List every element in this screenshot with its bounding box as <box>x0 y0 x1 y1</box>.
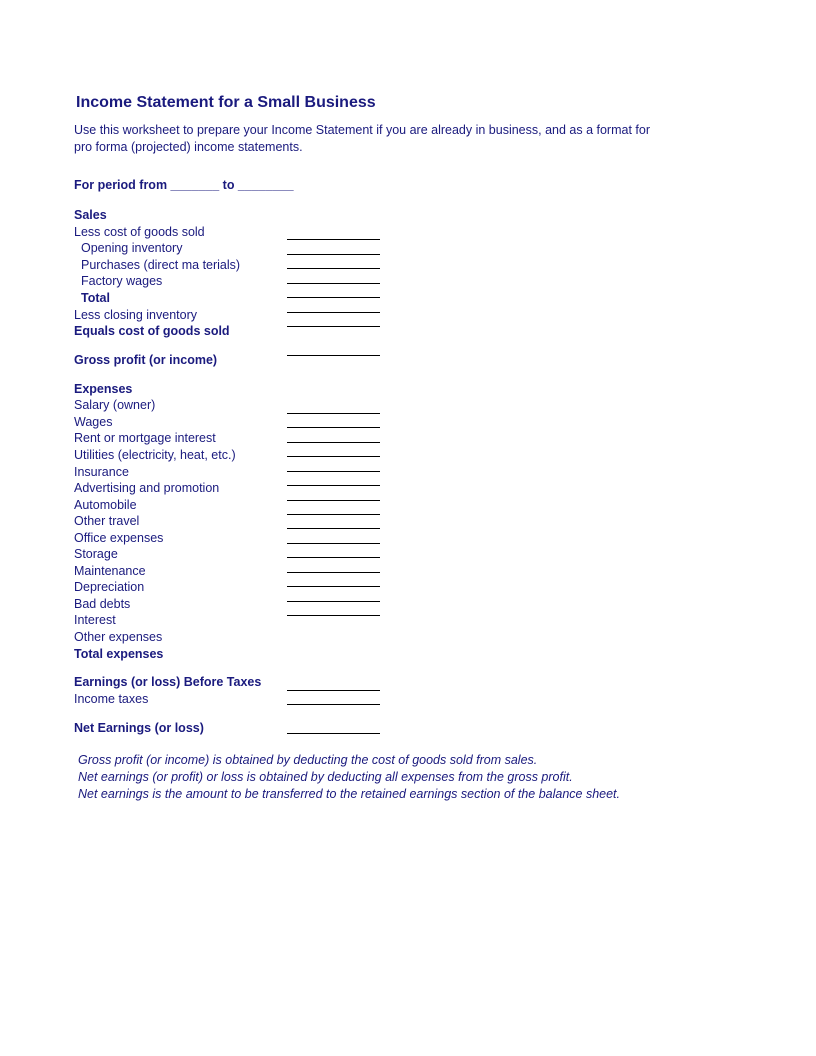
row-total: Total <box>81 291 110 305</box>
row-bad-debts: Bad debts <box>74 597 131 611</box>
row-earnings-before-taxes: Earnings (or loss) Before Taxes <box>74 675 262 689</box>
entry-line-interest <box>287 601 380 602</box>
note-gross-profit: Gross profit (or income) is obtained by deducting the cost of goods sold from sales. <box>78 753 538 767</box>
entry-line-total <box>287 297 380 298</box>
entry-line-storage <box>287 543 380 544</box>
document-title: Income Statement for a Small Business <box>76 94 376 111</box>
entry-line-salary-owner <box>287 413 380 414</box>
row-advertising: Advertising and promotion <box>74 481 220 495</box>
row-insurance: Insurance <box>74 465 129 479</box>
entry-line-rent <box>287 442 380 443</box>
row-less-cogs: Less cost of goods sold <box>74 225 205 239</box>
entry-line-gross-profit <box>287 355 380 356</box>
row-storage: Storage <box>74 547 118 561</box>
entry-line-maintenance <box>287 557 380 558</box>
entry-line-depreciation <box>287 572 380 573</box>
intro-text: Use this worksheet to prepare your Income Statement if you are already in business, and as a format for pro forma (projected) income statements. <box>74 123 650 154</box>
row-total-expenses: Total expenses <box>74 647 164 661</box>
row-expenses-heading: Expenses <box>74 382 133 396</box>
row-interest: Interest <box>74 613 116 627</box>
entry-line-factory-wages <box>287 283 380 284</box>
entry-line-income-taxes <box>287 704 380 705</box>
entry-line-advertising <box>287 485 380 486</box>
entry-line-office-expenses <box>287 528 380 529</box>
entry-line-less-cogs <box>287 239 380 240</box>
note-net-earnings: Net earnings (or profit) or loss is obtained by deducting all expenses from the gross profit. <box>78 770 573 784</box>
row-other-expenses: Other expenses <box>74 630 163 644</box>
entry-line-opening-inventory <box>287 254 380 255</box>
row-other-travel: Other travel <box>74 514 140 528</box>
period-label: For period from _______ to ________ <box>74 178 294 192</box>
entry-line-bad-debts <box>287 586 380 587</box>
entry-line-less-closing-inventory <box>287 312 380 313</box>
row-sales: Sales <box>74 208 107 222</box>
entry-line-insurance <box>287 471 380 472</box>
row-maintenance: Maintenance <box>74 564 146 578</box>
row-utilities: Utilities (electricity, heat, etc.) <box>74 448 236 462</box>
row-depreciation: Depreciation <box>74 580 145 594</box>
row-income-taxes: Income taxes <box>74 692 149 706</box>
entry-line-wages <box>287 427 380 428</box>
row-net-earnings: Net Earnings (or loss) <box>74 721 204 735</box>
entry-line-utilities <box>287 456 380 457</box>
entry-line-earnings-before-taxes <box>287 690 380 691</box>
row-office-expenses: Office expenses <box>74 531 164 545</box>
entry-line-other-expenses <box>287 615 380 616</box>
entry-line-equals-cogs <box>287 326 380 327</box>
row-wages: Wages <box>74 415 113 429</box>
entry-line-other-travel <box>287 514 380 515</box>
entry-line-automobile <box>287 500 380 501</box>
row-opening-inventory: Opening inventory <box>81 241 183 255</box>
entry-line-purchases <box>287 268 380 269</box>
note-retained-earnings: Net earnings is the amount to be transferred to the retained earnings section of the balance sheet. <box>78 787 621 801</box>
row-rent: Rent or mortgage interest <box>74 431 216 445</box>
row-purchases: Purchases (direct ma terials) <box>81 258 241 272</box>
row-salary-owner: Salary (owner) <box>74 398 156 412</box>
row-factory-wages: Factory wages <box>81 274 163 288</box>
row-automobile: Automobile <box>74 498 137 512</box>
entry-line-net-earnings <box>287 733 380 734</box>
row-less-closing-inventory: Less closing inventory <box>74 308 197 322</box>
row-equals-cogs: Equals cost of goods sold <box>74 324 230 338</box>
row-gross-profit: Gross profit (or income) <box>74 353 218 367</box>
